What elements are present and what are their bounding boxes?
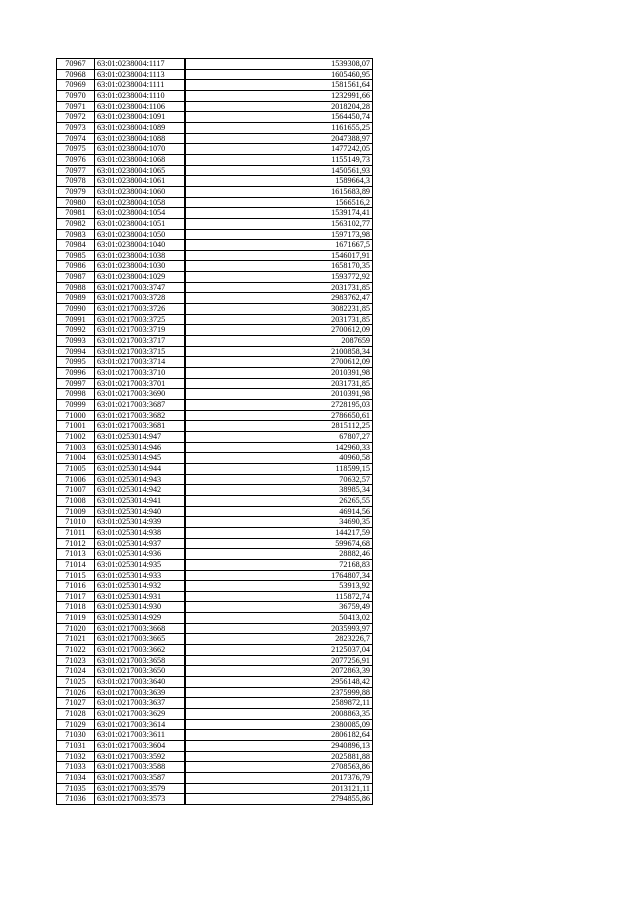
cadastral-value-cell: 2025881,88 bbox=[185, 751, 373, 762]
cadastral-value-cell: 2077256,91 bbox=[185, 655, 373, 666]
table-row bbox=[57, 144, 373, 155]
row-number-cell: 71011 bbox=[57, 527, 95, 538]
cadastral-value-cell: 2035993,97 bbox=[185, 623, 373, 634]
table-body bbox=[57, 59, 373, 805]
cadastral-number-cell: 63:01:0217003:3715 bbox=[95, 346, 186, 357]
cadastral-number-cell: 63:01:0238004:1088 bbox=[95, 133, 186, 144]
cadastral-number-cell: 63:01:0217003:3587 bbox=[95, 772, 186, 783]
cadastral-value-cell: 2010391,98 bbox=[185, 389, 373, 400]
row-number-cell: 71015 bbox=[57, 570, 95, 581]
row-number-cell: 70993 bbox=[57, 336, 95, 347]
table-row bbox=[57, 581, 373, 592]
table-row bbox=[57, 517, 373, 528]
cadastral-value-cell: 1563102,77 bbox=[185, 218, 373, 229]
row-number-cell: 71023 bbox=[57, 655, 95, 666]
cadastral-value-cell: 2983762,47 bbox=[185, 293, 373, 304]
cadastral-value-cell: 1539174,41 bbox=[185, 208, 373, 219]
cadastral-number-cell: 63:01:0238004:1065 bbox=[95, 165, 186, 176]
cadastral-value-cell: 50413,02 bbox=[185, 613, 373, 624]
table-row bbox=[57, 751, 373, 762]
table-row bbox=[57, 495, 373, 506]
row-number-cell: 71029 bbox=[57, 719, 95, 730]
table-row bbox=[57, 261, 373, 272]
row-number-cell: 70984 bbox=[57, 240, 95, 251]
cadastral-value-cell: 70632,57 bbox=[185, 474, 373, 485]
cadastral-value-cell: 144217,59 bbox=[185, 527, 373, 538]
table-row bbox=[57, 772, 373, 783]
row-number-cell: 70989 bbox=[57, 293, 95, 304]
row-number-cell: 70990 bbox=[57, 304, 95, 315]
cadastral-number-cell: 63:01:0238004:1110 bbox=[95, 90, 186, 101]
table-row bbox=[57, 698, 373, 709]
table-row bbox=[57, 645, 373, 656]
cadastral-number-cell: 63:01:0217003:3687 bbox=[95, 400, 186, 411]
cadastral-value-cell: 1605460,95 bbox=[185, 69, 373, 80]
cadastral-number-cell: 63:01:0253014:932 bbox=[95, 581, 186, 592]
cadastral-number-cell: 63:01:0238004:1054 bbox=[95, 208, 186, 219]
table-row bbox=[57, 101, 373, 112]
cadastral-value-cell: 115872,74 bbox=[185, 591, 373, 602]
table-row bbox=[57, 240, 373, 251]
row-number-cell: 71003 bbox=[57, 442, 95, 453]
cadastral-number-cell: 63:01:0217003:3701 bbox=[95, 378, 186, 389]
row-number-cell: 71007 bbox=[57, 485, 95, 496]
cadastral-number-cell: 63:01:0253014:942 bbox=[95, 485, 186, 496]
cadastral-number-cell: 63:01:0253014:938 bbox=[95, 527, 186, 538]
cadastral-value-cell: 2700612,09 bbox=[185, 325, 373, 336]
cadastral-value-cell: 28882,46 bbox=[185, 549, 373, 560]
cadastral-value-cell: 2008863,35 bbox=[185, 709, 373, 720]
cadastral-number-cell: 63:01:0217003:3682 bbox=[95, 410, 186, 421]
table-row bbox=[57, 613, 373, 624]
row-number-cell: 70968 bbox=[57, 69, 95, 80]
cadastral-value-cell: 2375999,88 bbox=[185, 687, 373, 698]
row-number-cell: 70996 bbox=[57, 368, 95, 379]
cadastral-value-cell: 2815112,25 bbox=[185, 421, 373, 432]
row-number-cell: 70995 bbox=[57, 357, 95, 368]
table-row bbox=[57, 527, 373, 538]
cadastral-value-cell: 2380085,09 bbox=[185, 719, 373, 730]
row-number-cell: 70983 bbox=[57, 229, 95, 240]
cadastral-value-cell: 1477242,05 bbox=[185, 144, 373, 155]
cadastral-value-cell: 2018204,28 bbox=[185, 101, 373, 112]
row-number-cell: 71020 bbox=[57, 623, 95, 634]
row-number-cell: 70997 bbox=[57, 378, 95, 389]
table-row bbox=[57, 794, 373, 805]
row-number-cell: 71031 bbox=[57, 741, 95, 752]
row-number-cell: 71028 bbox=[57, 709, 95, 720]
cadastral-value-cell: 2100858,34 bbox=[185, 346, 373, 357]
cadastral-value-cell: 1589664,3 bbox=[185, 176, 373, 187]
cadastral-number-cell: 63:01:0253014:941 bbox=[95, 495, 186, 506]
cadastral-number-cell: 63:01:0238004:1030 bbox=[95, 261, 186, 272]
table-row bbox=[57, 709, 373, 720]
row-number-cell: 71033 bbox=[57, 762, 95, 773]
table-row bbox=[57, 304, 373, 315]
table-row bbox=[57, 314, 373, 325]
table-row bbox=[57, 719, 373, 730]
table-row bbox=[57, 250, 373, 261]
cadastral-number-cell: 63:01:0217003:3681 bbox=[95, 421, 186, 432]
row-number-cell: 70982 bbox=[57, 218, 95, 229]
cadastral-value-cell: 2806182,64 bbox=[185, 730, 373, 741]
table-row bbox=[57, 90, 373, 101]
row-number-cell: 70998 bbox=[57, 389, 95, 400]
cadastral-number-cell: 63:01:0217003:3690 bbox=[95, 389, 186, 400]
cadastral-number-cell: 63:01:0217003:3650 bbox=[95, 666, 186, 677]
row-number-cell: 70987 bbox=[57, 272, 95, 283]
cadastral-number-cell: 63:01:0217003:3728 bbox=[95, 293, 186, 304]
cadastral-value-cell: 53913,92 bbox=[185, 581, 373, 592]
row-number-cell: 71012 bbox=[57, 538, 95, 549]
table-row bbox=[57, 176, 373, 187]
table-row bbox=[57, 165, 373, 176]
cadastral-number-cell: 63:01:0238004:1113 bbox=[95, 69, 186, 80]
cadastral-value-cell: 118599,15 bbox=[185, 463, 373, 474]
row-number-cell: 71016 bbox=[57, 581, 95, 592]
row-number-cell: 70985 bbox=[57, 250, 95, 261]
cadastral-number-cell: 63:01:0253014:940 bbox=[95, 506, 186, 517]
table-row bbox=[57, 677, 373, 688]
cadastral-value-cell: 1566516,2 bbox=[185, 197, 373, 208]
cadastral-number-cell: 63:01:0238004:1106 bbox=[95, 101, 186, 112]
row-number-cell: 71024 bbox=[57, 666, 95, 677]
row-number-cell: 70981 bbox=[57, 208, 95, 219]
cadastral-number-cell: 63:01:0238004:1070 bbox=[95, 144, 186, 155]
cadastral-number-cell: 63:01:0238004:1089 bbox=[95, 122, 186, 133]
row-number-cell: 70972 bbox=[57, 112, 95, 123]
cadastral-value-cell: 1232991,66 bbox=[185, 90, 373, 101]
table-row bbox=[57, 602, 373, 613]
row-number-cell: 71013 bbox=[57, 549, 95, 560]
cadastral-value-cell: 2031731,85 bbox=[185, 314, 373, 325]
cadastral-number-cell: 63:01:0217003:3662 bbox=[95, 645, 186, 656]
cadastral-number-cell: 63:01:0217003:3629 bbox=[95, 709, 186, 720]
cadastral-number-cell: 63:01:0238004:1029 bbox=[95, 272, 186, 283]
cadastral-value-cell: 38985,34 bbox=[185, 485, 373, 496]
row-number-cell: 71021 bbox=[57, 634, 95, 645]
cadastral-value-cell: 26265,55 bbox=[185, 495, 373, 506]
cadastral-number-cell: 63:01:0238004:1111 bbox=[95, 80, 186, 91]
cadastral-value-cell: 2013121,11 bbox=[185, 783, 373, 794]
row-number-cell: 70970 bbox=[57, 90, 95, 101]
cadastral-number-cell: 63:01:0217003:3639 bbox=[95, 687, 186, 698]
table-row bbox=[57, 474, 373, 485]
row-number-cell: 70988 bbox=[57, 282, 95, 293]
cadastral-number-cell: 63:01:0217003:3614 bbox=[95, 719, 186, 730]
table-row bbox=[57, 410, 373, 421]
table-row bbox=[57, 783, 373, 794]
row-number-cell: 71014 bbox=[57, 559, 95, 570]
row-number-cell: 71034 bbox=[57, 772, 95, 783]
cadastral-number-cell: 63:01:0238004:1050 bbox=[95, 229, 186, 240]
row-number-cell: 71036 bbox=[57, 794, 95, 805]
cadastral-number-cell: 63:01:0217003:3573 bbox=[95, 794, 186, 805]
cadastral-value-table bbox=[56, 58, 373, 805]
table-row bbox=[57, 122, 373, 133]
cadastral-value-cell: 1581561,64 bbox=[185, 80, 373, 91]
row-number-cell: 70975 bbox=[57, 144, 95, 155]
table-row bbox=[57, 80, 373, 91]
row-number-cell: 71017 bbox=[57, 591, 95, 602]
cadastral-number-cell: 63:01:0238004:1117 bbox=[95, 59, 186, 70]
row-number-cell: 71008 bbox=[57, 495, 95, 506]
cadastral-value-cell: 1658170,35 bbox=[185, 261, 373, 272]
table-row bbox=[57, 549, 373, 560]
cadastral-value-cell: 142960,33 bbox=[185, 442, 373, 453]
cadastral-value-cell: 1155149,73 bbox=[185, 154, 373, 165]
cadastral-value-cell: 72168,83 bbox=[185, 559, 373, 570]
row-number-cell: 70979 bbox=[57, 186, 95, 197]
cadastral-number-cell: 63:01:0217003:3637 bbox=[95, 698, 186, 709]
row-number-cell: 71005 bbox=[57, 463, 95, 474]
cadastral-number-cell: 63:01:0238004:1091 bbox=[95, 112, 186, 123]
cadastral-value-cell: 599674,68 bbox=[185, 538, 373, 549]
cadastral-value-cell: 2956148,42 bbox=[185, 677, 373, 688]
cadastral-number-cell: 63:01:0238004:1068 bbox=[95, 154, 186, 165]
cadastral-number-cell: 63:01:0253014:935 bbox=[95, 559, 186, 570]
cadastral-number-cell: 63:01:0253014:930 bbox=[95, 602, 186, 613]
table-row bbox=[57, 559, 373, 570]
cadastral-number-cell: 63:01:0217003:3717 bbox=[95, 336, 186, 347]
cadastral-number-cell: 63:01:0253014:946 bbox=[95, 442, 186, 453]
cadastral-value-cell: 2010391,98 bbox=[185, 368, 373, 379]
row-number-cell: 70999 bbox=[57, 400, 95, 411]
row-number-cell: 71030 bbox=[57, 730, 95, 741]
cadastral-number-cell: 63:01:0238004:1058 bbox=[95, 197, 186, 208]
row-number-cell: 71004 bbox=[57, 453, 95, 464]
cadastral-number-cell: 63:01:0253014:943 bbox=[95, 474, 186, 485]
cadastral-value-cell: 2017376,79 bbox=[185, 772, 373, 783]
cadastral-value-cell: 3082231,85 bbox=[185, 304, 373, 315]
cadastral-value-cell: 40960,58 bbox=[185, 453, 373, 464]
cadastral-number-cell: 63:01:0217003:3579 bbox=[95, 783, 186, 794]
table-row bbox=[57, 741, 373, 752]
table-row bbox=[57, 463, 373, 474]
cadastral-value-cell: 34690,35 bbox=[185, 517, 373, 528]
table-row bbox=[57, 762, 373, 773]
cadastral-value-cell: 1450561,93 bbox=[185, 165, 373, 176]
table-row bbox=[57, 666, 373, 677]
table-row bbox=[57, 634, 373, 645]
table-row bbox=[57, 293, 373, 304]
cadastral-number-cell: 63:01:0217003:3714 bbox=[95, 357, 186, 368]
cadastral-number-cell: 63:01:0217003:3665 bbox=[95, 634, 186, 645]
table-row bbox=[57, 112, 373, 123]
row-number-cell: 70992 bbox=[57, 325, 95, 336]
cadastral-value-cell: 2728195,03 bbox=[185, 400, 373, 411]
row-number-cell: 71026 bbox=[57, 687, 95, 698]
table-row bbox=[57, 378, 373, 389]
table-row bbox=[57, 69, 373, 80]
cadastral-number-cell: 63:01:0217003:3668 bbox=[95, 623, 186, 634]
cadastral-value-cell: 2940896,13 bbox=[185, 741, 373, 752]
cadastral-number-cell: 63:01:0253014:937 bbox=[95, 538, 186, 549]
row-number-cell: 71035 bbox=[57, 783, 95, 794]
cadastral-number-cell: 63:01:0217003:3747 bbox=[95, 282, 186, 293]
cadastral-value-cell: 1671667,5 bbox=[185, 240, 373, 251]
table-row bbox=[57, 453, 373, 464]
cadastral-number-cell: 63:01:0253014:936 bbox=[95, 549, 186, 560]
row-number-cell: 71019 bbox=[57, 613, 95, 624]
row-number-cell: 71010 bbox=[57, 517, 95, 528]
row-number-cell: 70986 bbox=[57, 261, 95, 272]
table-row bbox=[57, 154, 373, 165]
row-number-cell: 70991 bbox=[57, 314, 95, 325]
row-number-cell: 70980 bbox=[57, 197, 95, 208]
row-number-cell: 71009 bbox=[57, 506, 95, 517]
row-number-cell: 70973 bbox=[57, 122, 95, 133]
cadastral-value-cell: 2072863,39 bbox=[185, 666, 373, 677]
cadastral-number-cell: 63:01:0217003:3726 bbox=[95, 304, 186, 315]
cadastral-number-cell: 63:01:0217003:3725 bbox=[95, 314, 186, 325]
table-row bbox=[57, 346, 373, 357]
cadastral-number-cell: 63:01:0238004:1040 bbox=[95, 240, 186, 251]
table-row bbox=[57, 229, 373, 240]
table-row bbox=[57, 485, 373, 496]
cadastral-number-cell: 63:01:0238004:1060 bbox=[95, 186, 186, 197]
cadastral-value-cell: 2087659 bbox=[185, 336, 373, 347]
table-row bbox=[57, 538, 373, 549]
table-row bbox=[57, 506, 373, 517]
row-number-cell: 70967 bbox=[57, 59, 95, 70]
cadastral-value-cell: 2125037,04 bbox=[185, 645, 373, 656]
row-number-cell: 71000 bbox=[57, 410, 95, 421]
table-row bbox=[57, 282, 373, 293]
table-row bbox=[57, 687, 373, 698]
cadastral-number-cell: 63:01:0253014:945 bbox=[95, 453, 186, 464]
row-number-cell: 70994 bbox=[57, 346, 95, 357]
cadastral-value-cell: 1615683,89 bbox=[185, 186, 373, 197]
row-number-cell: 71018 bbox=[57, 602, 95, 613]
row-number-cell: 70971 bbox=[57, 101, 95, 112]
table-row bbox=[57, 59, 373, 70]
cadastral-value-cell: 2794855,86 bbox=[185, 794, 373, 805]
cadastral-value-cell: 2031731,85 bbox=[185, 378, 373, 389]
cadastral-value-cell: 1593772,92 bbox=[185, 272, 373, 283]
row-number-cell: 70969 bbox=[57, 80, 95, 91]
row-number-cell: 71022 bbox=[57, 645, 95, 656]
cadastral-number-cell: 63:01:0217003:3592 bbox=[95, 751, 186, 762]
table-row bbox=[57, 655, 373, 666]
cadastral-number-cell: 63:01:0253014:929 bbox=[95, 613, 186, 624]
cadastral-number-cell: 63:01:0253014:939 bbox=[95, 517, 186, 528]
table-row bbox=[57, 197, 373, 208]
table-row bbox=[57, 218, 373, 229]
cadastral-number-cell: 63:01:0217003:3710 bbox=[95, 368, 186, 379]
table-row bbox=[57, 336, 373, 347]
cadastral-number-cell: 63:01:0253014:931 bbox=[95, 591, 186, 602]
cadastral-value-cell: 2589872,11 bbox=[185, 698, 373, 709]
row-number-cell: 71032 bbox=[57, 751, 95, 762]
table-row bbox=[57, 591, 373, 602]
cadastral-value-cell: 2786650,61 bbox=[185, 410, 373, 421]
table-row bbox=[57, 272, 373, 283]
cadastral-value-cell: 2047388,97 bbox=[185, 133, 373, 144]
row-number-cell: 70977 bbox=[57, 165, 95, 176]
table-row bbox=[57, 431, 373, 442]
cadastral-value-cell: 2823226,7 bbox=[185, 634, 373, 645]
cadastral-value-cell: 1764807,34 bbox=[185, 570, 373, 581]
row-number-cell: 71002 bbox=[57, 431, 95, 442]
table-row bbox=[57, 400, 373, 411]
cadastral-number-cell: 63:01:0253014:947 bbox=[95, 431, 186, 442]
table-row bbox=[57, 368, 373, 379]
cadastral-value-cell: 1597173,98 bbox=[185, 229, 373, 240]
row-number-cell: 70974 bbox=[57, 133, 95, 144]
cadastral-number-cell: 63:01:0217003:3588 bbox=[95, 762, 186, 773]
row-number-cell: 70978 bbox=[57, 176, 95, 187]
cadastral-number-cell: 63:01:0217003:3640 bbox=[95, 677, 186, 688]
cadastral-value-cell: 2700612,09 bbox=[185, 357, 373, 368]
table-row bbox=[57, 325, 373, 336]
table-row bbox=[57, 730, 373, 741]
cadastral-number-cell: 63:01:0253014:944 bbox=[95, 463, 186, 474]
table-row bbox=[57, 389, 373, 400]
table-row bbox=[57, 357, 373, 368]
cadastral-value-cell: 2708563,86 bbox=[185, 762, 373, 773]
cadastral-value-cell: 1539308,07 bbox=[185, 59, 373, 70]
table-row bbox=[57, 208, 373, 219]
cadastral-value-cell: 1564450,74 bbox=[185, 112, 373, 123]
row-number-cell: 71027 bbox=[57, 698, 95, 709]
cadastral-value-cell: 67807,27 bbox=[185, 431, 373, 442]
row-number-cell: 71025 bbox=[57, 677, 95, 688]
row-number-cell: 71006 bbox=[57, 474, 95, 485]
table-row bbox=[57, 186, 373, 197]
row-number-cell: 71001 bbox=[57, 421, 95, 432]
cadastral-number-cell: 63:01:0238004:1061 bbox=[95, 176, 186, 187]
cadastral-number-cell: 63:01:0217003:3719 bbox=[95, 325, 186, 336]
cadastral-value-cell: 2031731,85 bbox=[185, 282, 373, 293]
table-row bbox=[57, 623, 373, 634]
cadastral-number-cell: 63:01:0217003:3611 bbox=[95, 730, 186, 741]
row-number-cell: 70976 bbox=[57, 154, 95, 165]
table-row bbox=[57, 421, 373, 432]
cadastral-number-cell: 63:01:0217003:3658 bbox=[95, 655, 186, 666]
cadastral-number-cell: 63:01:0238004:1051 bbox=[95, 218, 186, 229]
cadastral-value-cell: 46914,56 bbox=[185, 506, 373, 517]
cadastral-number-cell: 63:01:0253014:933 bbox=[95, 570, 186, 581]
table-row bbox=[57, 133, 373, 144]
cadastral-value-cell: 1161655,25 bbox=[185, 122, 373, 133]
table-row bbox=[57, 442, 373, 453]
cadastral-value-cell: 36759,49 bbox=[185, 602, 373, 613]
cadastral-number-cell: 63:01:0238004:1038 bbox=[95, 250, 186, 261]
cadastral-value-cell: 1546017,91 bbox=[185, 250, 373, 261]
table-row bbox=[57, 570, 373, 581]
cadastral-number-cell: 63:01:0217003:3604 bbox=[95, 741, 186, 752]
